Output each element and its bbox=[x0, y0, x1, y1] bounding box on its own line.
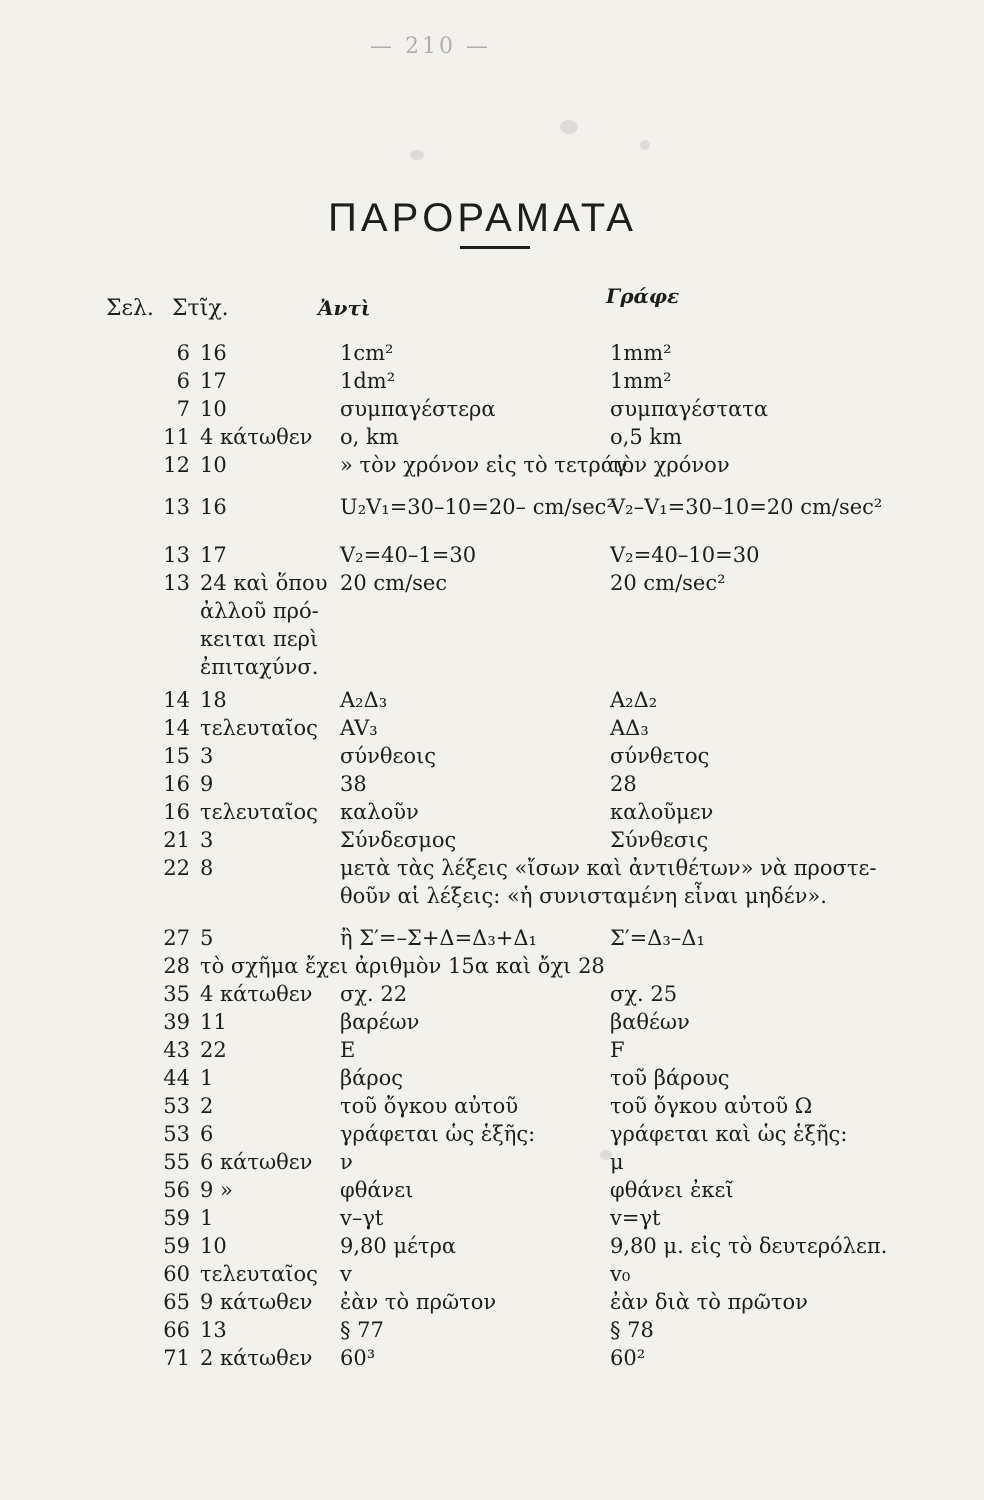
ink-stain bbox=[410, 150, 424, 160]
errata-correct-text: συμπαγέστατα bbox=[610, 397, 769, 421]
errata-incorrect-text: ν bbox=[340, 1150, 353, 1174]
errata-page-number: 59 bbox=[163, 1206, 190, 1230]
errata-line-number: ἀλλοῦ πρό- bbox=[200, 599, 319, 623]
errata-incorrect-text: σχ. 22 bbox=[340, 982, 408, 1006]
errata-row bbox=[130, 545, 970, 571]
errata-row bbox=[130, 1096, 970, 1122]
page-number: — 210 — bbox=[370, 34, 491, 59]
errata-page-number: 22 bbox=[163, 856, 190, 880]
errata-page-number: 71 bbox=[163, 1346, 190, 1370]
errata-row bbox=[130, 573, 970, 599]
errata-row bbox=[130, 1040, 970, 1066]
errata-incorrect-text: ἢ Σ′=–Σ+Δ=Δ₃+Δ₁ bbox=[340, 926, 537, 950]
errata-correct-text: 60² bbox=[610, 1346, 646, 1370]
errata-row bbox=[130, 774, 970, 800]
errata-page-number: 14 bbox=[163, 716, 190, 740]
errata-row bbox=[130, 497, 970, 523]
errata-row bbox=[130, 690, 970, 716]
errata-page-number: 13 bbox=[163, 495, 190, 519]
errata-line-number: τελευταῖος bbox=[200, 716, 318, 740]
errata-incorrect-text: μετὰ τὰς λέξεις «ἴσων καὶ ἀντιθέτων» νὰ προστε- bbox=[340, 856, 877, 880]
errata-incorrect-text: V₂=40–1=30 bbox=[340, 543, 477, 567]
errata-page-number: 65 bbox=[163, 1290, 190, 1314]
errata-incorrect-text: A₂Δ₃ bbox=[340, 688, 388, 712]
errata-correct-text: 1mm² bbox=[610, 341, 672, 365]
errata-line-number: 6 bbox=[200, 1122, 214, 1146]
errata-page-number: 59 bbox=[163, 1234, 190, 1258]
errata-line-number: 13 bbox=[200, 1318, 227, 1342]
errata-incorrect-text: 38 bbox=[340, 772, 367, 796]
errata-incorrect-text: Σύνδεσμος bbox=[340, 828, 457, 852]
errata-line-number: 10 bbox=[200, 1234, 227, 1258]
errata-line-number: 16 bbox=[200, 495, 227, 519]
errata-incorrect-text: φθάνει bbox=[340, 1178, 414, 1202]
errata-line-number: 17 bbox=[200, 543, 227, 567]
errata-correct-text: V₂=40–10=30 bbox=[610, 543, 760, 567]
errata-line-number: 9 » bbox=[200, 1178, 233, 1202]
errata-incorrect-text: θοῦν αἱ λέξεις: «ἡ συνισταμένη εἶναι μηδέν». bbox=[340, 884, 827, 908]
errata-correct-text: τὸν χρόνον bbox=[610, 453, 730, 477]
errata-page-number: 53 bbox=[163, 1122, 190, 1146]
errata-line-number: 1 bbox=[200, 1206, 214, 1230]
errata-page-number: 14 bbox=[163, 688, 190, 712]
errata-line-number: κειται περὶ bbox=[200, 627, 319, 651]
errata-page-number: 55 bbox=[163, 1150, 190, 1174]
errata-correct-text: Σύνθεσις bbox=[610, 828, 709, 852]
errata-line-number: 4 κάτωθεν bbox=[200, 982, 313, 1006]
errata-line-number: τὸ σχῆμα ἔχει ἀριθμὸν 15α καὶ ὄχι 28 bbox=[200, 954, 605, 978]
errata-correct-text: καλοῦμεν bbox=[610, 800, 714, 824]
errata-incorrect-text: U₂V₁=30–10=20– cm/sec² bbox=[340, 495, 615, 519]
errata-row bbox=[130, 1012, 970, 1038]
errata-row bbox=[130, 371, 970, 397]
errata-page-number: 60 bbox=[163, 1262, 190, 1286]
errata-line-number: τελευταῖος bbox=[200, 1262, 318, 1286]
errata-line-number: 1 bbox=[200, 1066, 214, 1090]
errata-page-number: 56 bbox=[163, 1178, 190, 1202]
errata-line-number: 22 bbox=[200, 1038, 227, 1062]
errata-correct-text: ἐὰν διὰ τὸ πρῶτον bbox=[610, 1290, 808, 1314]
errata-row bbox=[130, 1264, 970, 1290]
errata-line-number: 9 κάτωθεν bbox=[200, 1290, 313, 1314]
errata-correct-text: o,5 km bbox=[610, 425, 682, 449]
errata-row bbox=[130, 1320, 970, 1346]
errata-row bbox=[130, 1124, 970, 1150]
errata-correct-text: 9,80 μ. εἰς τὸ δευτερόλεπ. bbox=[610, 1234, 888, 1258]
errata-incorrect-text: » τὸν χρόνον εἰς τὸ τετράγ. bbox=[340, 453, 635, 477]
errata-correct-text: βαθέων bbox=[610, 1010, 690, 1034]
errata-line-number: 16 bbox=[200, 341, 227, 365]
errata-line-number: 3 bbox=[200, 744, 214, 768]
errata-page-number: 39 bbox=[163, 1010, 190, 1034]
errata-row bbox=[130, 455, 970, 481]
errata-correct-text: 20 cm/sec² bbox=[610, 571, 726, 595]
errata-page-number: 16 bbox=[163, 800, 190, 824]
errata-incorrect-text: 20 cm/sec bbox=[340, 571, 448, 595]
errata-correct-text: AΔ₃ bbox=[610, 716, 649, 740]
errata-line-number: 10 bbox=[200, 397, 227, 421]
errata-row bbox=[130, 657, 970, 683]
errata-line-number: τελευταῖος bbox=[200, 800, 318, 824]
header-page: Σελ. bbox=[106, 296, 154, 321]
errata-row bbox=[130, 886, 970, 912]
page-title: ΠΑΡΟΡΑΜΑΤΑ bbox=[328, 196, 637, 240]
errata-row bbox=[130, 629, 970, 655]
errata-row bbox=[130, 928, 970, 954]
errata-correct-text: A₂Δ₂ bbox=[610, 688, 658, 712]
errata-page-number: 53 bbox=[163, 1094, 190, 1118]
errata-row bbox=[130, 1348, 970, 1374]
errata-correct-text: 28 bbox=[610, 772, 637, 796]
errata-line-number: 17 bbox=[200, 369, 227, 393]
errata-incorrect-text: 9,80 μέτρα bbox=[340, 1234, 457, 1258]
errata-incorrect-text: v–γt bbox=[340, 1206, 384, 1230]
errata-line-number: 11 bbox=[200, 1010, 227, 1034]
errata-row bbox=[130, 343, 970, 369]
errata-page-number: 13 bbox=[163, 571, 190, 595]
errata-correct-text: Σ′=Δ₃–Δ₁ bbox=[610, 926, 705, 950]
errata-incorrect-text: τοῦ ὄγκου αὐτοῦ bbox=[340, 1094, 519, 1118]
errata-row bbox=[130, 1292, 970, 1318]
errata-row bbox=[130, 746, 970, 772]
title-underline bbox=[460, 246, 530, 249]
errata-page-number: 7 bbox=[176, 397, 190, 421]
errata-row bbox=[130, 858, 970, 884]
errata-line-number: 2 κάτωθεν bbox=[200, 1346, 313, 1370]
errata-incorrect-text: βαρέων bbox=[340, 1010, 420, 1034]
errata-line-number: 8 bbox=[200, 856, 214, 880]
errata-page-number: 13 bbox=[163, 543, 190, 567]
errata-row bbox=[130, 956, 970, 982]
errata-correct-text: μ bbox=[610, 1150, 624, 1174]
errata-correct-text: σύνθετος bbox=[610, 744, 710, 768]
header-instead: Ἀντὶ bbox=[318, 296, 371, 320]
ink-stain bbox=[640, 140, 650, 150]
errata-correct-text: V₂–V₁=30–10=20 cm/sec² bbox=[610, 495, 883, 519]
errata-page-number: 15 bbox=[163, 744, 190, 768]
errata-correct-text: σχ. 25 bbox=[610, 982, 678, 1006]
errata-row bbox=[130, 427, 970, 453]
errata-row bbox=[130, 718, 970, 744]
errata-correct-text: τοῦ ὄγκου αὐτοῦ Ω bbox=[610, 1094, 813, 1118]
errata-row bbox=[130, 1180, 970, 1206]
errata-correct-text: v₀ bbox=[610, 1262, 631, 1286]
errata-page-number: 44 bbox=[163, 1066, 190, 1090]
errata-incorrect-text: 1cm² bbox=[340, 341, 394, 365]
errata-page-number: 11 bbox=[163, 425, 190, 449]
errata-incorrect-text: 1dm² bbox=[340, 369, 396, 393]
errata-incorrect-text: AV₃ bbox=[340, 716, 378, 740]
errata-line-number: 24 καὶ ὅπου bbox=[200, 571, 328, 595]
errata-correct-text: φθάνει ἐκεῖ bbox=[610, 1178, 734, 1202]
errata-row bbox=[130, 1068, 970, 1094]
errata-line-number: 4 κάτωθεν bbox=[200, 425, 313, 449]
errata-line-number: 9 bbox=[200, 772, 214, 796]
errata-row bbox=[130, 399, 970, 425]
errata-page-number: 16 bbox=[163, 772, 190, 796]
errata-line-number: 6 κάτωθεν bbox=[200, 1150, 313, 1174]
errata-row bbox=[130, 1208, 970, 1234]
errata-correct-text: 1mm² bbox=[610, 369, 672, 393]
errata-row bbox=[130, 984, 970, 1010]
errata-page-number: 28 bbox=[163, 954, 190, 978]
errata-incorrect-text: E bbox=[340, 1038, 356, 1062]
errata-incorrect-text: βάρος bbox=[340, 1066, 404, 1090]
errata-incorrect-text: o, km bbox=[340, 425, 399, 449]
errata-correct-text: τοῦ βάρους bbox=[610, 1066, 730, 1090]
errata-incorrect-text: ἐὰν τὸ πρῶτον bbox=[340, 1290, 497, 1314]
errata-line-number: ἐπιταχύνσ. bbox=[200, 655, 319, 679]
errata-incorrect-text: γράφεται ὡς ἑξῆς: bbox=[340, 1122, 536, 1146]
errata-correct-text: v=γt bbox=[610, 1206, 661, 1230]
errata-line-number: 5 bbox=[200, 926, 214, 950]
ink-stain bbox=[560, 120, 578, 134]
errata-correct-text: § 78 bbox=[610, 1318, 654, 1342]
errata-incorrect-text: v bbox=[340, 1262, 352, 1286]
errata-row bbox=[130, 802, 970, 828]
errata-incorrect-text: 60³ bbox=[340, 1346, 376, 1370]
errata-page-number: 66 bbox=[163, 1318, 190, 1342]
errata-incorrect-text: καλοῦν bbox=[340, 800, 419, 824]
errata-page-number: 12 bbox=[163, 453, 190, 477]
errata-line-number: 18 bbox=[200, 688, 227, 712]
errata-correct-text: γράφεται καὶ ὡς ἑξῆς: bbox=[610, 1122, 848, 1146]
errata-incorrect-text: σύνθεοις bbox=[340, 744, 437, 768]
header-write: Γράφε bbox=[606, 284, 680, 308]
errata-correct-text: F bbox=[610, 1038, 625, 1062]
errata-page-number: 43 bbox=[163, 1038, 190, 1062]
errata-line-number: 10 bbox=[200, 453, 227, 477]
header-line: Στῖχ. bbox=[172, 296, 229, 321]
errata-row bbox=[130, 601, 970, 627]
errata-incorrect-text: § 77 bbox=[340, 1318, 384, 1342]
errata-line-number: 2 bbox=[200, 1094, 214, 1118]
errata-page-number: 35 bbox=[163, 982, 190, 1006]
errata-row bbox=[130, 1152, 970, 1178]
errata-row bbox=[130, 830, 970, 856]
errata-row bbox=[130, 1236, 970, 1262]
errata-page-number: 6 bbox=[176, 341, 190, 365]
errata-line-number: 3 bbox=[200, 828, 214, 852]
errata-page-number: 6 bbox=[176, 369, 190, 393]
errata-incorrect-text: συμπαγέστερα bbox=[340, 397, 496, 421]
errata-page-number: 27 bbox=[163, 926, 190, 950]
errata-page-number: 21 bbox=[163, 828, 190, 852]
